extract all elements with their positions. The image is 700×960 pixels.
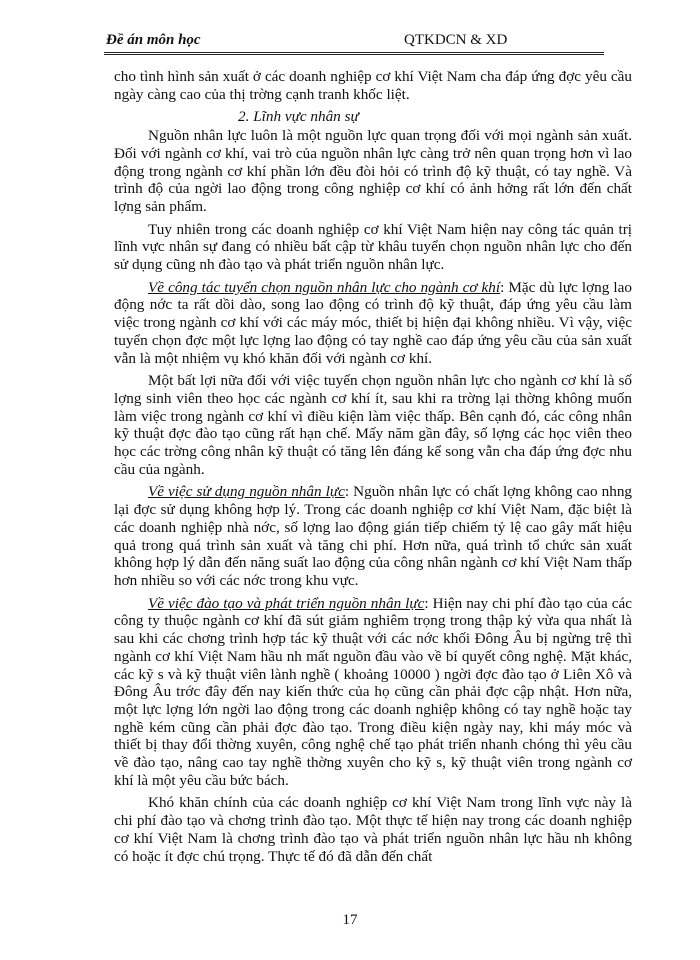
recruitment-text: : Mặc dù lực lợng lao động nớc ta rất dồi dào, song lao động có trình độ kỹ thuật, đáp ứng yêu cầu làm việc trong ngành cơ khí với các máy móc, thiết bị hiện đại không nhiều. Vì vậy, việc tuyển chọn đợc một lực lợng lao động có tay nghề cao đáp ứng yêu cầu của sản xuất vẫn là một nhiệm vụ khó khăn đối với ngành cơ khí.: [114, 278, 632, 367]
paragraph-recruitment-disadvantage: Một bất lợi nữa đối với việc tuyển chọn nguồn nhân lực cho ngành cơ khí là số lợng sinh viên theo học các ngành cơ khí ít, sau khi ra trờng lại thờng không muốn làm việc trong ngành cơ khí vì điều kiện làm việc thấp. Bên cạnh đó, các công nhân kỹ thuật đợc đào tạo cũng rất hạn chế. Mấy năm gần đây, số lợng các học viên theo học các trờng công nhân kỹ thuật có tăng lên đáng kể song vẫn cha đáp ứng đợc nhu cầu của ngành.: [114, 372, 632, 478]
paragraph-recruitment: [114, 279, 632, 368]
recruitment-lead: Về công tác tuyển chọn nguồn nhân lực cho ngành cơ khí: [148, 278, 501, 296]
training-text: : Hiện nay chi phí đào tạo của các công ty thuộc ngành cơ khí đã sút giảm nghiêm trọng trong thập kỷ vừa qua nhất là sau khi các chơng trình hợp tác kỹ thuật với các nớc khối Đông Âu bị ngừng trệ thì ngành cơ khí Việt Nam hầu nh mất nguồn đầu vào về bí quyết công nghệ. Mặt khác, các kỹ s và kỹ thuật viên lành nghề ( khoảng 10000 ) ngời đợc đào tạo ở Liên Xô và Đông Âu trớc đây đến nay kiến thức của họ cũng cần phải đợc cập nhật. Hơn nữa, một lực lợng lớn ngời lao động trong các doanh nghiệp không có tay nghề hoặc tay nghề kém cũng cần phải đợc đào tạo. Trong điều kiện ngày nay, khi máy móc và thiết bị thay đổi thờng xuyên, công nghệ chế tạo phát triển nhanh chóng thì yêu cầu về đào tạo, nâng cao tay nghề thờng xuyên cho kỹ s, kỹ thuật viên trong ngành cơ khí là một yêu cầu bức bách.: [114, 594, 632, 789]
usage-text: : Nguồn nhân lực có chất lợng không cao nhng lại đợc sử dụng không hợp lý. Trong các doanh nghiệp cơ khí Việt Nam, đặc biệt là các doanh nghiệp nhà nớc, số lợng lao động gián tiếp chiếm tỷ lệ cao gây mất hiệu quả trong quá trình sản xuất và tăng chi phí. Hơn nữa, quá trình tổ chức sản xuất không hợp lý dẫn đến năng suất lao động của công nhân ngành cơ khí Việt Nam thấp hơn nhiều so với các nớc trong khu vực.: [114, 483, 633, 589]
header-department: QTKDCN & XD: [404, 32, 508, 48]
continuation-paragraph: cho tình hình sản xuất ở các doanh nghiệp cơ khí Việt Nam cha đáp ứng đợc yêu cầu ngày càng cao của thị trờng cạnh tranh khốc liệt.: [114, 68, 632, 103]
document-body: [114, 68, 632, 870]
training-lead: Về việc đào tạo và phát triển nguồn nhân lực: [148, 594, 425, 612]
paragraph-human-resources-importance: Nguồn nhân lực luôn là một nguồn lực quan trọng đối với mọi ngành sản xuất. Đối với ngành cơ khí, vai trò của nguồn nhân lực càng trở nên quan trọng hơn vì lao động trong ngành cơ khí phần lớn đều đòi hỏi có trình độ kỹ thuật, có tay nghề. Và trình độ của ngời lao động trong công nghiệp cơ khí có ảnh hởng rất lớn đến chất lợng sản phẩm.: [114, 127, 632, 215]
paragraph-training: [114, 595, 632, 790]
paragraph-usage: [114, 483, 632, 589]
section-heading: 2. Lĩnh vực nhân sự: [238, 108, 359, 126]
page-header: [104, 30, 604, 55]
header-course-title: Đề án môn học: [106, 32, 201, 48]
usage-lead: Về việc sử dụng nguồn nhân lực: [148, 483, 345, 501]
page-number: 17: [342, 912, 358, 928]
paragraph-hr-management-issues: Tuy nhiên trong các doanh nghiệp cơ khí Việt Nam hiện nay công tác quản trị lĩnh vực nhân sự đang có nhiều bất cập từ khâu tuyển chọn nguồn nhân lực cho đến sử dụng cũng nh đào tạo và phát triển nguồn nhân lực.: [114, 220, 632, 274]
paragraph-training-difficulties: Khó khăn chính của các doanh nghiệp cơ khí Việt Nam trong lĩnh vực này là chi phí đào tạo và chơng trình đào tạo. Một thực tế hiện nay trong các doanh nghiệp cơ khí Việt Nam là chơng trình đào tạo và phát triển nguồn nhân lực hầu nh không có hoặc ít đợc chú trọng. Thực tế đó đã dẫn đến chất: [114, 794, 632, 865]
